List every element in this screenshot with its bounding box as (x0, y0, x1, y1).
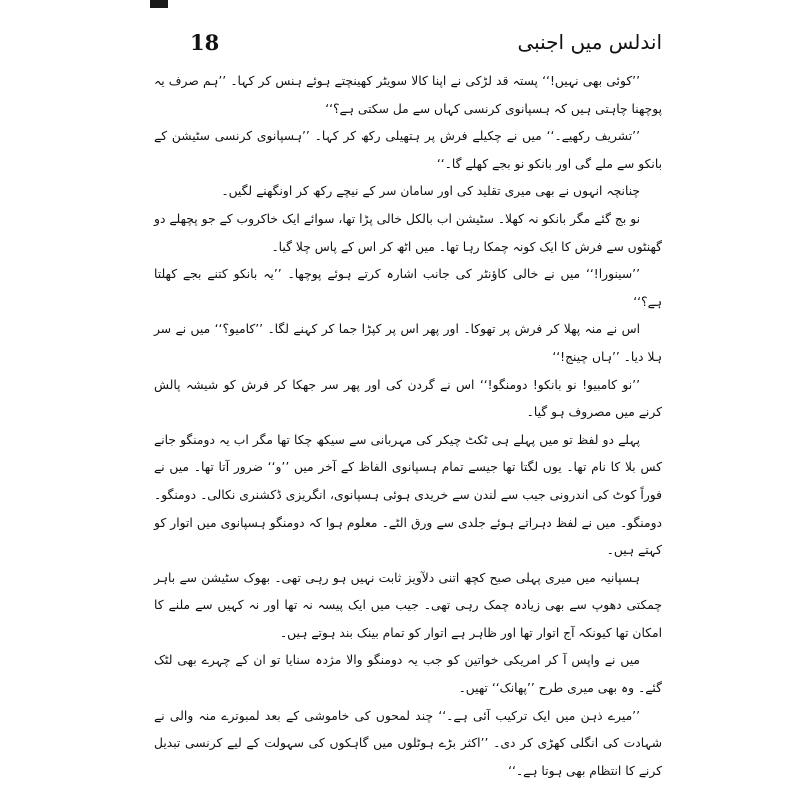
paragraph: ’’میرے ذہن میں ایک ترکیب آئی ہے۔‘‘ چند لمحوں کی خاموشی کے بعد لمبوترے منہ والی نے شہادت کی انگلی کھڑی کر دی۔ ’’اکثر بڑے ہوٹلوں میں گاہکوں کی سہولت کے لیے کرنسی تبدیل کرنے کا انتظام بھی ہوتا ہے۔‘‘ (154, 708, 662, 778)
paragraph: ’’نو کامبیو! نو بانکو! دومنگو!‘‘ اس نے گردن کی اور پھر سر جھکا کر فرش کو شیشہ پالش کرنے میں مصروف ہو گیا۔ (154, 377, 662, 420)
page-body (138, 60, 668, 785)
paragraph: اس نے منہ پھلا کر فرش پر تھوکا۔ اور پھر اس پر کپڑا جما کر کہنے لگا۔ ’’کامیو؟‘‘ میں نے سر ہلا دیا۔ ’’ہاں چینج!‘‘ (154, 322, 662, 364)
book-page (138, 20, 668, 790)
paragraph: ’’سینورا!‘‘ میں نے خالی کاؤنٹر کی جانب اشارہ کرتے ہوئے پوچھا۔ ’’یہ بانکو کتنے بجے کھلتا ہے؟‘‘ (154, 267, 662, 309)
running-title: اندلس میں اجنبی (517, 30, 662, 54)
paragraph: نو بج گئے مگر بانکو نہ کھلا۔ سٹیشن اب بالکل خالی پڑا تھا، سوائے ایک خاکروب کے جو پچھلے دو گھنٹوں سے فرش کا ایک کونہ چمکا رہا تھا۔ میں اٹھ کر اس کے پاس چلا گیا۔ (154, 211, 662, 254)
paragraph: ’’تشریف رکھیے۔‘‘ میں نے چکیلے فرش پر ہتھیلی رکھ کر کہا۔ ’’ہسپانوی کرنسی سٹیشن کے بانکو سے ملے گی اور بانکو نو بجے کھلے گا۔‘‘ (154, 129, 662, 171)
paragraph: میں نے واپس آ کر امریکی خواتین کو جب یہ دومنگو والا مژدہ سنایا تو ان کے چہرے بھی لٹک گئے۔ وہ بھی میری طرح ’’پھانک‘‘ تھیں۔ (154, 653, 662, 696)
paragraph: ہسپانیہ میں میری پہلی صبح کچھ اتنی دلآویز ثابت نہیں ہو رہی تھی۔ بھوک سٹیشن سے باہر چمکتی دھوپ سے بھی زیادہ چمک رہی تھی۔ جیب میں ایک پیسہ نہ تھا اور نہ کہیں سے ملنے کا امکان تھا کیونکہ آج اتوار تھا اور ظاہر ہے اتوار کو تمام بینک بند ہوتے ہیں۔ (154, 570, 662, 640)
page-number: 18 (190, 30, 220, 55)
paragraph: چنانچہ انہوں نے بھی میری تقلید کی اور سامان سر کے نیچے رکھ کر اونگھنے لگیں۔ (221, 184, 640, 199)
page-edge-mark (150, 0, 168, 8)
paragraph: ’’کوئی بھی نہیں!‘‘ پستہ قد لڑکی نے اپنا کالا سویٹر کھینچتے ہوئے ہنس کر کہا۔ ’’ہم صرف یہ پوچھنا چاہتی ہیں کہ ہسپانوی کرنسی کہاں سے مل سکتی ہے؟‘‘ (154, 74, 662, 116)
paragraph: پہلے دو لفظ تو میں پہلے ہی ٹکٹ چیکر کی مہربانی سے سیکھ چکا تھا مگر اب یہ دومنگو جانے کس بلا کا نام تھا۔ یوں لگتا تھا جیسے تمام ہسپانوی الفاظ کے آخر میں ’’و‘‘ ضرور آتا تھا۔ میں نے فوراً کوٹ کی اندرونی جیب سے لندن سے خریدی ہوئی ہسپانوی، انگریزی ڈکشنری نکالی۔ دومنگو۔ دومنگو۔ میں نے لفظ دہراتے ہوئے جلدی سے ورق الٹے۔ معلوم ہوا کہ دومنگو ہسپانوی میں اتوار کو کہتے ہیں۔ (154, 432, 662, 558)
page-header (138, 20, 668, 60)
